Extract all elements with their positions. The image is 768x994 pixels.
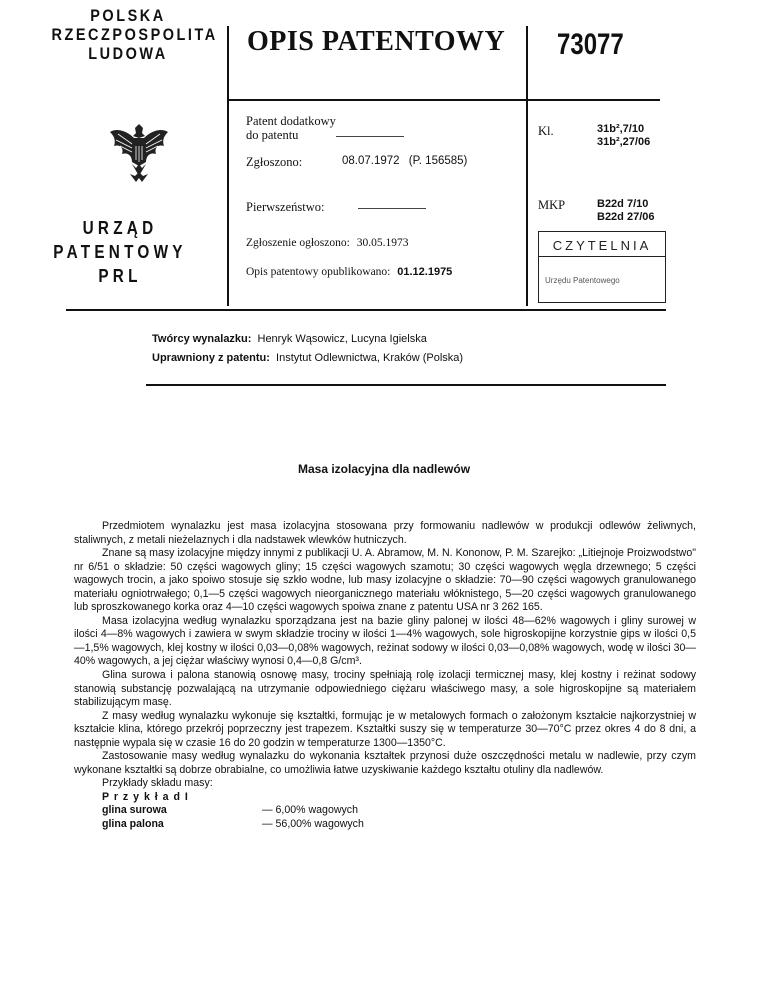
paragraph-3: Masa izolacyjna według wynalazku sporządzana jest na bazie gliny palonej w ilości 48—62% wagowych i gliny surowej w ilości 4—8% wagowych i zawiera w swym składzie trociny w ilości 1—4% wagowych, sole higroskopijne korzystnie gips w ilości 0,5—1,5% wagowych, klej kostny w ilości 0,03—0,08% wagowych, reżinat sodowy w ilości 0,03—0,08% wagowych, wodę w ilości 30—40% wagowych, a jej ciężar właściwy wynosi 0,4—0,8 G/cm³.: [74, 614, 696, 668]
credits-rule: [146, 384, 666, 386]
published-row: [246, 266, 452, 278]
patent-number: 73077: [557, 28, 624, 61]
announced-label: Zgłoszenie ogłoszono:: [246, 237, 350, 249]
title-underline: [228, 99, 660, 101]
office-line-2: PATENTOWY: [53, 242, 187, 262]
country-line-2: RZECZPOSPOLITA: [51, 25, 218, 44]
published-value: 01.12.1975: [397, 266, 453, 278]
additional-patent-label: Patent dodatkowy: [246, 114, 336, 128]
composition-name: glina surowa: [102, 804, 167, 817]
eagle-emblem-icon: [108, 118, 170, 188]
reading-room-sub: Urzędu Patentowego: [545, 276, 620, 285]
inventors-value: Henryk Wąsowicz, Lucyna Igielska: [257, 333, 427, 345]
priority-label: Pierwszeństwo:: [246, 200, 325, 214]
stamp-divider: [539, 256, 665, 257]
example-label: P r z y k ł a d I: [102, 790, 189, 803]
additional-patent-blank: [336, 136, 404, 137]
separator-right: [526, 26, 528, 306]
reading-room-title: CZYTELNIA: [552, 238, 652, 253]
holder-label: Uprawniony z patentu:: [152, 352, 270, 364]
holder-row: [152, 352, 463, 364]
paragraph-1: Przedmiotem wynalazku jest masa izolacyjna stosowana przy formowaniu nadlewów w produkcji odlewów żeliwnych, staliwnych, z metali nieżelaznych i dla nadstawek wlewków hutniczych.: [74, 520, 696, 546]
country-line-3: LUDOWA: [88, 44, 168, 63]
office-line-3: PRL: [98, 266, 142, 286]
body-text: [74, 520, 696, 832]
document-title: OPIS PATENTOWY: [247, 26, 506, 57]
mkp-value-1: B22d 7/10: [597, 198, 649, 210]
composition-row-2: [74, 818, 696, 832]
mkp-values: [597, 198, 654, 224]
filed-row: [342, 155, 467, 167]
kl-label: Kl.: [538, 124, 554, 138]
composition-value: — 56,00% wagowych: [262, 818, 364, 831]
announced-row: [246, 237, 408, 249]
country-name: [51, 6, 218, 63]
kl-value-2: 31b²,27/06: [597, 136, 651, 148]
composition-value: — 6,00% wagowych: [262, 804, 358, 817]
reading-room-stamp: [538, 231, 666, 303]
filed-value: 08.07.1972: [342, 155, 400, 167]
office-line-1: URZĄD: [82, 218, 158, 238]
kl-values: [597, 123, 650, 149]
composition-row-1: [74, 804, 696, 818]
header-bottom-rule: [66, 309, 666, 311]
office-name: [44, 216, 197, 288]
filed-label: Zgłoszono:: [246, 155, 303, 169]
paragraph-6: Zastosowanie masy według wynalazku do wykonania kształtek przynosi duże oszczędności metalu w nadlewie, przy czym wykonane kształtki są dobrze obrabialne, co umożliwia łatwe uzyskiwanie każdego kształtu otuliny dla nadlewów.: [74, 750, 696, 776]
holder-value: Instytut Odlewnictwa, Kraków (Polska): [276, 352, 464, 364]
country-line-1: POLSKA: [90, 6, 166, 25]
separator-left: [227, 26, 229, 306]
additional-patent-block: [246, 114, 404, 142]
additional-patent-label-2: do patentu: [246, 128, 299, 142]
invention-title: Masa izolacyjna dla nadlewów: [297, 462, 471, 476]
mkp-value-2: B22d 27/06: [597, 211, 655, 223]
announced-value: 30.05.1973: [356, 237, 409, 249]
inventors-row: [152, 333, 427, 345]
priority-blank: [358, 208, 426, 209]
paragraph-2: Znane są masy izolacyjne między innymi z publikacji U. A. Abramow, M. N. Kononow, P. M. Szarejko: „Litiejnoje Proizwodstwo" nr 6/51 o składzie: 50 części wagowych gliny; 15 części wagowych szamotu; 30 części wagowych węgla drzewnego; 5 części wagowych trocin, a jako spoiwo stosuje się szkło wodne, lub masy izolacyjne o składzie: 70—90 części wagowych granulowanego materiału ogniotrwałego; 0,1—5 części wagowych nieorganicznego materiału włóknistego, 5—20 części wagowych granulowanego lub sproszkowanego korka oraz 4—10 części wagowych spoiwa znane z patentu USA nr 3 262 165.: [74, 547, 696, 614]
published-label: Opis patentowy opublikowano:: [246, 266, 391, 278]
composition-name: glina palona: [102, 818, 164, 831]
inventors-label: Twórcy wynalazku:: [152, 333, 252, 345]
kl-value-1: 31b²,7/10: [597, 123, 645, 135]
paragraph-5: Z masy według wynalazku wykonuje się kształtki, formując je w metalowych formach o założonym kształcie najkorzystniej w kształcie klina, którego przekrój poprzeczny jest trapezem. Kształtki suszy się w temperaturze 30—70°C przez okres 4 do 8 dni, a następnie wypala się w czasie 16 do 20 godzin w temperaturze 1300—1350°C.: [74, 709, 696, 749]
paragraph-4: Glina surowa i palona stanowią osnowę masy, trociny spełniają rolę izolacji termicznej masy, klej kostny i reżinat sodowy stanowią substancję pozwalającą na utrzymanie odpowiedniego ciężaru właściwego masy, a sole higroskopijne są materiałem stabilizującym masę.: [74, 669, 696, 709]
priority-row: [246, 200, 426, 215]
filed-number: (P. 156585): [408, 155, 468, 167]
mkp-label: MKP: [538, 198, 566, 212]
examples-intro: Przykłady składu masy:: [102, 777, 213, 790]
